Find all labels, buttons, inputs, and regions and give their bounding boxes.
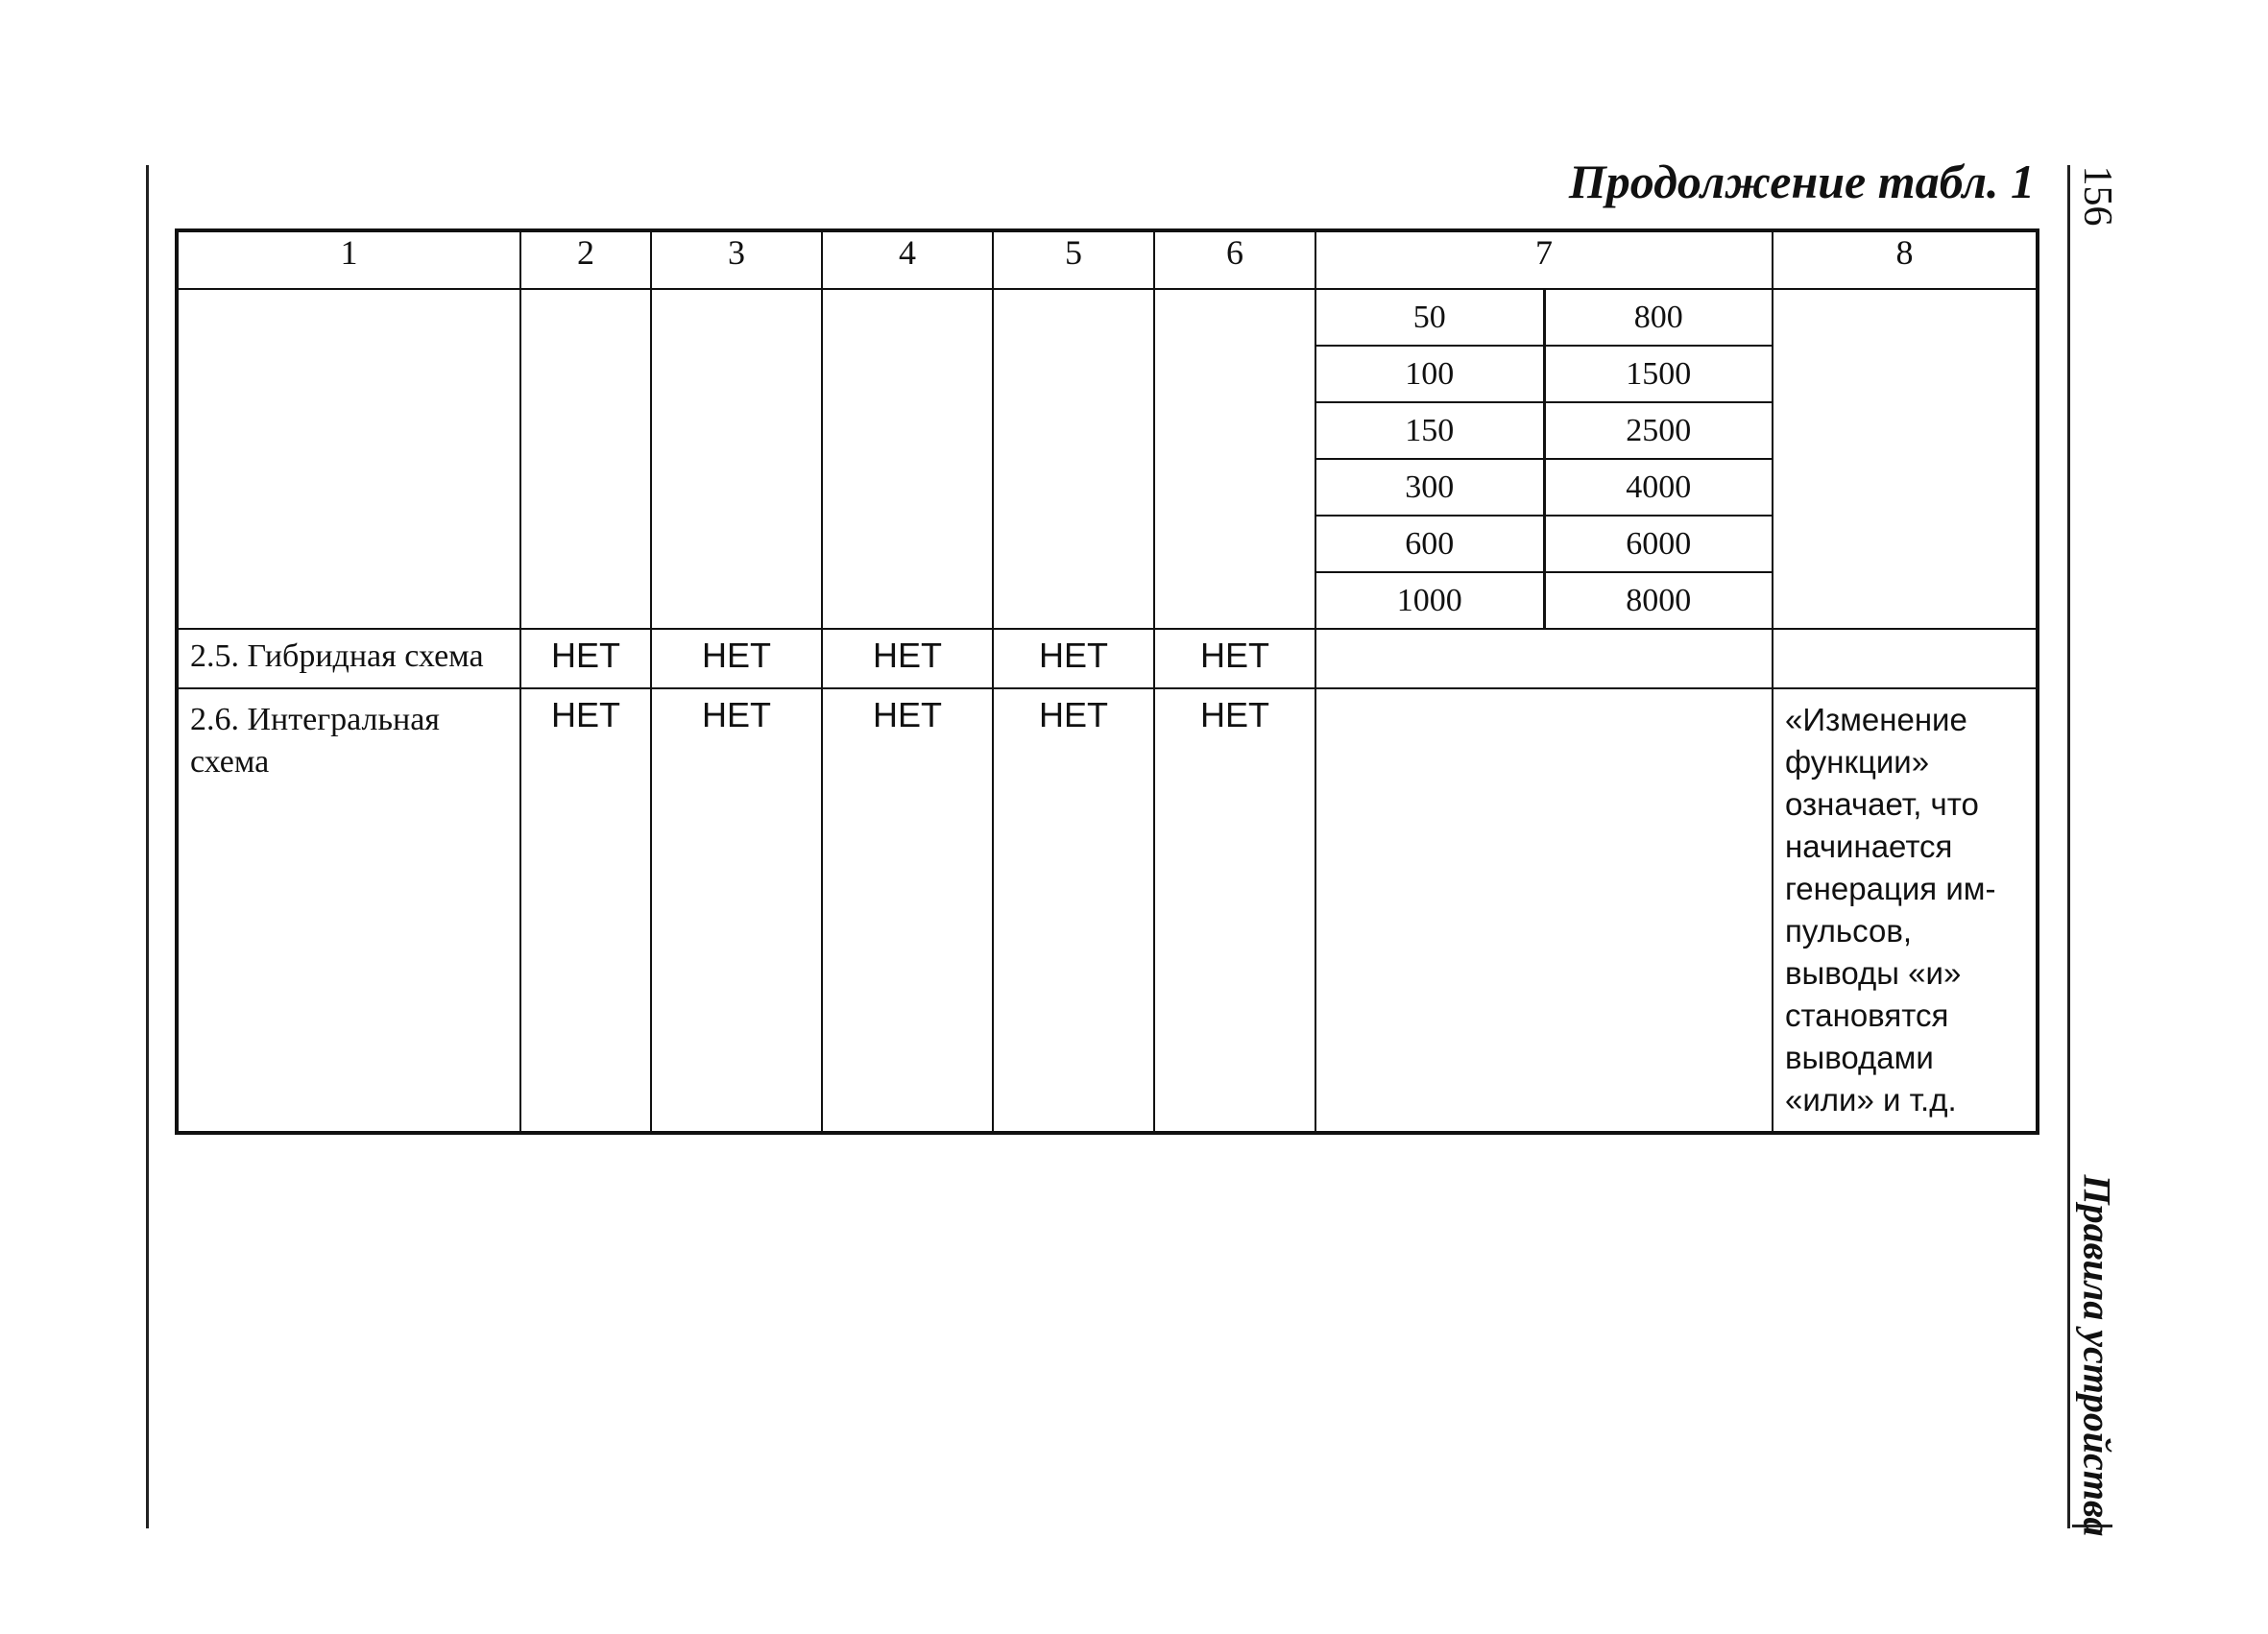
row-label: 2.5. Гибридная схема [177,629,520,688]
table-cell: НЕТ [651,688,822,1133]
table-cell: НЕТ [1154,629,1315,688]
subtable-row [1316,402,1772,459]
data-table [175,228,2039,1135]
running-title [2066,1174,2128,1537]
table-cell [993,289,1154,629]
table-cell [1154,289,1315,629]
table-cell: НЕТ [822,688,993,1133]
subtable-row [1316,572,1772,628]
subtable-value: 2500 [1544,402,1772,459]
page-number-text: 156 [2075,165,2119,227]
header-row [177,230,2038,289]
table-cell: НЕТ [520,688,651,1133]
header-cell: 3 [651,230,822,289]
subtable-row [1316,459,1772,516]
table-cell [177,289,520,629]
table-cell: НЕТ [993,688,1154,1133]
table-row [177,629,2038,688]
subtable-value: 8000 [1626,582,1692,618]
table-cell [1773,629,2038,688]
header-cell: 2 [520,230,651,289]
subtable-value: 6000 [1544,516,1772,572]
header-cell: 4 [822,230,993,289]
table-cell [1773,289,2038,629]
page-number [2068,157,2126,234]
table-cell [1315,688,1773,1133]
subtable-value: 1500 [1544,346,1772,402]
subtable-value: 4000 [1544,459,1772,516]
running-title-text: Правила устройства [2075,1174,2119,1537]
subtable-value: 100 [1316,346,1544,402]
left-margin-rule [146,165,149,1528]
table-cell [520,289,651,629]
note-cell: «Изменение функции» означает, что начинается генерация им-пульсов, выводы «и» становятся выводами «или» и т.д. [1773,688,2038,1133]
table-caption: Продолжение табл. 1 [1568,155,2035,208]
subtable-row [1316,290,1772,346]
subtable-value: 300 [1316,459,1544,516]
table-cell [822,289,993,629]
subtable-value: 50 [1316,290,1544,346]
table-cell: НЕТ [993,629,1154,688]
col7-subtable [1316,290,1772,628]
table-cell [651,289,822,629]
row-label: 2.6. Интегральная схема [177,688,520,1133]
subtable-value: 600 [1316,516,1544,572]
header-cell: 7 [1315,230,1773,289]
col7-subtable-cell [1315,289,1773,629]
header-cell: 5 [993,230,1154,289]
header-cell: 8 [1773,230,2038,289]
table-cell: НЕТ [651,629,822,688]
table-cell: НЕТ [1154,688,1315,1133]
header-cell: 1 [177,230,520,289]
subtable-value: 150 [1316,402,1544,459]
continuation-row [177,289,2038,629]
subtable-row [1316,346,1772,402]
header-cell: 6 [1154,230,1315,289]
table-cell: НЕТ [520,629,651,688]
table-row [177,688,2038,1133]
subtable-row [1316,516,1772,572]
subtable-value: 1000 [1316,572,1544,628]
subtable-value: 800 [1544,290,1772,346]
table-cell [1315,629,1773,688]
table-cell: НЕТ [822,629,993,688]
